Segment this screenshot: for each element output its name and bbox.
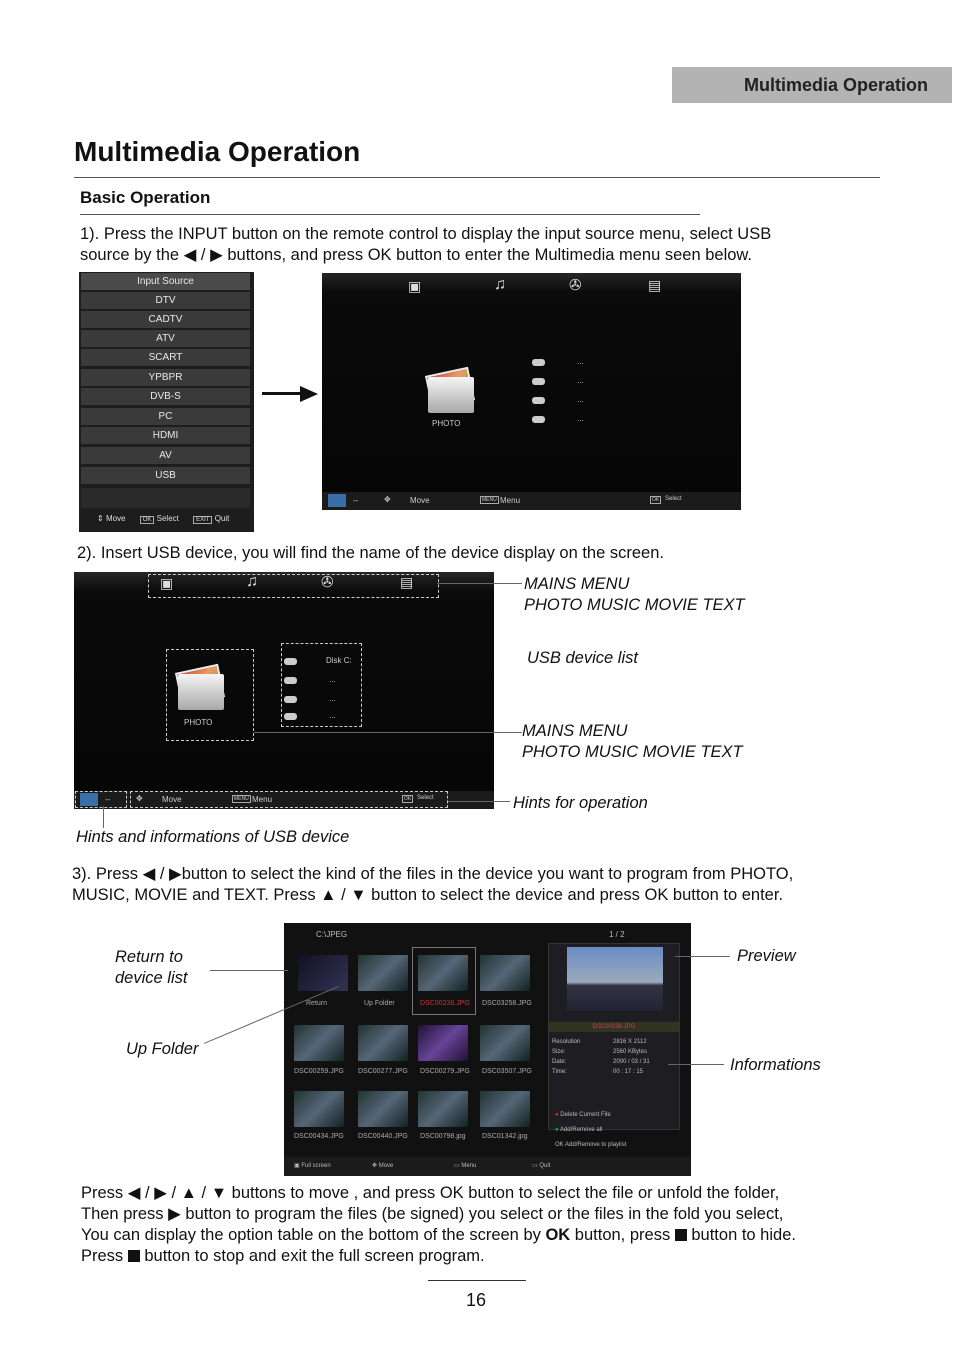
thumb-label: DSC00259.JPG (294, 1068, 344, 1075)
music-tab-icon[interactable]: ♫ (246, 573, 258, 590)
hint-menu: Menu (252, 795, 273, 804)
usb-device-screen (74, 572, 494, 809)
fullscreen-hint: ▣ Full screen (294, 1163, 331, 1169)
input-source-title: Input Source (81, 273, 250, 290)
ok-key-icon: OK (404, 796, 412, 802)
page-indicator: 1 / 2 (609, 930, 625, 939)
photo-tab-icon[interactable]: ▣ (408, 278, 422, 294)
callout-line (437, 583, 522, 584)
folder-icon (428, 377, 474, 413)
text-tab-icon[interactable]: ▤ (648, 277, 662, 293)
disk-icon[interactable] (284, 713, 297, 720)
callout-hints-op: Hints for operation (513, 794, 648, 812)
menu-hint: ▭ Menu (454, 1163, 477, 1169)
updown-icon: ⇕ (97, 514, 104, 523)
hint-move: Move (162, 795, 182, 804)
callout-mains-menu-2: MAINS MENU PHOTO MUSIC MOVIE TEXT (522, 722, 743, 761)
thumbnail[interactable] (294, 1091, 344, 1127)
screen-footer (74, 791, 494, 809)
hint-select: Select (665, 496, 682, 502)
page-number: 16 (466, 1290, 487, 1310)
thumbnail[interactable] (358, 1025, 408, 1061)
thumb-label: DSC00279.JPG (420, 1068, 470, 1075)
menu-item-av[interactable]: AV (81, 447, 250, 464)
callout-line (254, 732, 522, 733)
disk-icon[interactable] (532, 397, 545, 404)
disk-name: ... (577, 357, 584, 366)
menu-item-cadtv[interactable]: CADTV (81, 311, 250, 328)
main-menu-outline (148, 574, 439, 598)
arrow-shaft (262, 392, 302, 395)
movie-tab-icon[interactable]: ✇ (569, 277, 582, 294)
input-source-menu (79, 272, 254, 532)
usb-device-icon (328, 494, 346, 507)
thumb-label: DSC03507.JPG (482, 1068, 532, 1075)
ok-key-icon: OK (652, 497, 660, 503)
menu-item-pc[interactable]: PC (81, 408, 250, 425)
step3-text: 3). Press ◀ / ▶button to select the kind of the files in the device you want to program from PHOTO, MUSIC, MOVIE and TEXT. Press ▲ / ▼ button to select the device and press OK button to enter. (72, 865, 794, 904)
move-hint: ✥ Move (372, 1163, 394, 1169)
thumb-label: DSC01342.jpg (482, 1133, 528, 1140)
photo-tab-icon[interactable]: ▣ (160, 575, 174, 591)
disk-icon[interactable] (284, 658, 297, 665)
stop-square-icon (675, 1229, 687, 1241)
ok-key-icon: OK (140, 516, 155, 524)
hint-select: Select (417, 795, 434, 801)
disk-icon[interactable] (532, 378, 545, 385)
thumb-label: Return (306, 1000, 328, 1007)
menu-footer: ⇕ Move OK Select EXIT Quit (97, 514, 230, 523)
disk-name: Disk C: (326, 656, 352, 665)
device-hint: -- (105, 795, 111, 804)
thumb-label: DSC00440.JPG (358, 1133, 408, 1140)
movie-tab-icon[interactable]: ✇ (321, 574, 334, 591)
callout-return: Return to device list (115, 948, 188, 987)
disk-name: ... (329, 675, 336, 684)
thumb-label: DSC00236.JPG (420, 1000, 470, 1007)
photo-label: PHOTO (184, 718, 213, 727)
callout-informations: Informations (730, 1056, 821, 1074)
thumb-label: DSC00434.JPG (294, 1133, 344, 1140)
menu-item-dtv[interactable]: DTV (81, 292, 250, 309)
option-add-playlist[interactable]: OK Add/Remove to playlist (555, 1142, 627, 1148)
music-tab-icon[interactable]: ♫ (494, 276, 506, 293)
folder-path: C:\JPEG (316, 930, 348, 939)
bottom-text: Press ◀ / ▶ / ▲ / ▼ buttons to move , and press OK button to select the file or unfold the folder, Then press ▶ button to program the files (be signed) you select or the files in the fold you select, You can display the option table on the bottom of the screen by OK button, press button to hide. Press button to stop and exit the full screen program. (81, 1184, 796, 1265)
up-folder-icon[interactable] (358, 955, 408, 991)
menu-item-usb[interactable]: USB (81, 467, 250, 484)
disk-icon[interactable] (284, 677, 297, 684)
page-number-rule (428, 1280, 526, 1281)
step2-text: 2). Insert USB device, you will find the name of the device display on the screen. (77, 544, 664, 562)
browser-footer (284, 1157, 691, 1176)
section-rule (80, 214, 700, 215)
return-icon[interactable] (298, 955, 348, 991)
hint-menu: Menu (500, 496, 521, 505)
usb-device-icon (80, 793, 98, 806)
info-values: 2816 X 2112 2560 KBytes 2000 / 03 / 31 00 : 17 : 15 (613, 1039, 650, 1075)
callout-usb-list: USB device list (527, 649, 638, 667)
hint-move: Move (410, 496, 430, 505)
thumbnail[interactable] (480, 955, 530, 991)
info-labels: Resolution Size: Date: Time: (552, 1039, 581, 1075)
callout-mains-menu-1: MAINS MENU PHOTO MUSIC MOVIE TEXT (524, 575, 745, 614)
thumbnail[interactable] (418, 1091, 468, 1127)
section-heading: Basic Operation (80, 188, 211, 207)
thumb-label: DSC03258.JPG (482, 1000, 532, 1007)
exit-key-icon: EXIT (193, 516, 212, 524)
preview-image (567, 947, 663, 1011)
arrow-right-icon (300, 386, 318, 402)
disk-name: ... (329, 711, 336, 720)
callout-up-folder: Up Folder (126, 1040, 199, 1058)
device-hint: -- (353, 496, 359, 505)
text-tab-icon[interactable]: ▤ (400, 574, 414, 590)
menu-item-empty (81, 488, 250, 508)
header-tab: Multimedia Operation (672, 67, 952, 103)
menu-item-scart[interactable]: SCART (81, 349, 250, 366)
menu-key-icon: MENU (482, 497, 497, 503)
callout-hints-usb: Hints and informations of USB device (76, 828, 350, 846)
disk-name: ... (577, 395, 584, 404)
file-browser-screen (284, 923, 691, 1176)
thumbnail[interactable] (294, 1025, 344, 1061)
callout-line (103, 806, 104, 828)
thumb-label: DSC00798.jpg (420, 1133, 466, 1140)
disk-name: ... (577, 414, 584, 423)
move-icon: ✥ (136, 794, 143, 803)
thumbnail[interactable] (480, 1091, 530, 1127)
page-title: Multimedia Operation (74, 136, 361, 167)
thumb-label: Up Folder (364, 1000, 395, 1007)
callout-preview: Preview (737, 947, 796, 965)
disk-icon[interactable] (284, 696, 297, 703)
menu-item-hdmi[interactable]: HDMI (81, 427, 250, 444)
stop-square-icon (128, 1250, 140, 1262)
menu-item-ypbpr[interactable]: YPBPR (81, 369, 250, 386)
photo-label: PHOTO (432, 419, 461, 428)
option-delete[interactable]: ● Delete Current File (555, 1112, 611, 1118)
disk-name: ... (577, 376, 584, 385)
thumbnail[interactable] (480, 1025, 530, 1061)
thumb-label: DSC00277.JPG (358, 1068, 408, 1075)
callout-line (448, 801, 510, 802)
thumbnail[interactable] (358, 1091, 408, 1127)
menu-item-atv[interactable]: ATV (81, 330, 250, 347)
menu-key-icon: MENU (234, 796, 249, 802)
title-rule (74, 177, 880, 178)
step1-text: 1). Press the INPUT button on the remote control to display the input source menu, select USB source by the ◀ / ▶ buttons, and press OK button to enter the Multimedia menu seen below. (80, 225, 772, 264)
callout-line (675, 956, 730, 957)
preview-panel (548, 943, 680, 1148)
multimedia-screen (322, 273, 741, 510)
preview-filename: DSC00236.JPG (549, 1022, 679, 1032)
thumbnail[interactable] (418, 955, 468, 991)
folder-icon (178, 674, 224, 710)
screen-footer (322, 492, 741, 510)
disk-name: ... (329, 694, 336, 703)
option-add-all[interactable]: ● Add/Remove all (555, 1127, 603, 1133)
move-icon: ✥ (384, 495, 391, 504)
disk-icon[interactable] (532, 359, 545, 366)
callout-line (210, 970, 288, 971)
thumbnail[interactable] (418, 1025, 468, 1061)
disk-icon[interactable] (532, 416, 545, 423)
quit-hint: ▭ Quit (532, 1163, 551, 1169)
menu-item-dvbs[interactable]: DVB-S (81, 388, 250, 405)
option-list (555, 1108, 626, 1153)
callout-line (668, 1064, 724, 1065)
